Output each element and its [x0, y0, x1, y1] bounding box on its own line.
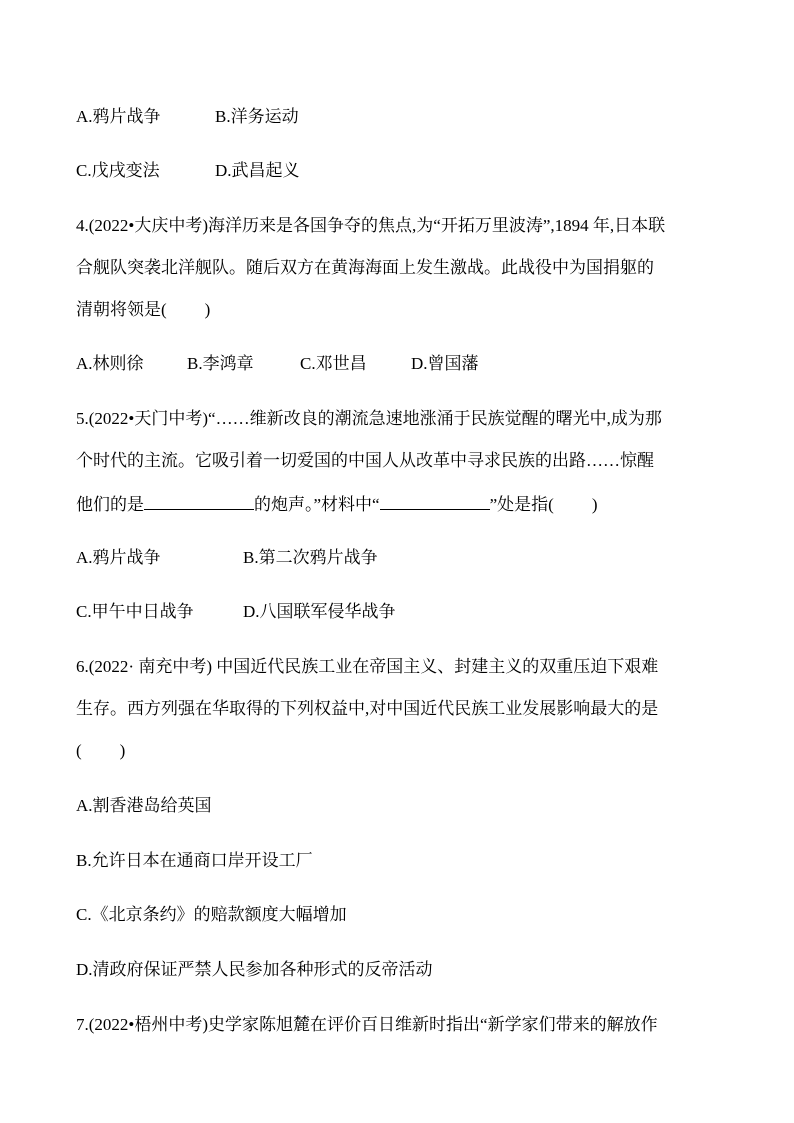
q6-stem-line-3 [76, 740, 722, 762]
q3-option-a[interactable]: A.鸦片战争 [76, 107, 161, 126]
q3-options-row-2 [76, 160, 722, 182]
q5-paren-close: ) [591, 495, 598, 514]
q3-options-row-1 [76, 106, 722, 128]
q4-options-row [76, 353, 722, 375]
q5-option-c[interactable]: C.甲午中日战争 [76, 602, 194, 621]
q5-stem-line-2: 个时代的主流。它吸引着一切爱国的中国人从改革中寻求民族的出路……惊醒 [76, 451, 654, 470]
q4-option-c[interactable]: C.邓世昌 [300, 354, 367, 373]
q5-stem-text-c: ”处是指( [489, 495, 554, 514]
q5-stem-text-b: 的炮声。”材料中“ [254, 495, 380, 514]
q6-option-a[interactable]: A.割香港岛给英国 [76, 796, 212, 815]
q6-stem-line-2: 生存。西方列强在华取得的下列权益中,对中国近代民族工业发展影响最大的是 [76, 699, 659, 718]
q4-stem-line-3 [76, 299, 722, 321]
q5-stem-line-1: 5.(2022•天门中考)“……维新改良的潮流急速地涨涌于民族觉醒的曙光中,成为那 [76, 409, 662, 428]
q6-option-b[interactable]: B.允许日本在通商口岸开设工厂 [76, 851, 313, 870]
q3-option-d[interactable]: D.武昌起义 [215, 161, 300, 180]
q4-stem-line-2: 合舰队突袭北洋舰队。随后双方在黄海海面上发生激战。此战役中为国捐躯的 [76, 258, 654, 277]
q6-paren-open: ( [76, 741, 82, 760]
q4-paren-close: ) [204, 300, 211, 319]
q7-stem-line-1: 7.(2022•梧州中考)史学家陈旭麓在评价百日维新时指出“新学家们带来的解放作 [76, 1015, 658, 1034]
q5-option-a[interactable]: A.鸦片战争 [76, 548, 161, 567]
q5-blank-1[interactable] [144, 492, 254, 510]
q5-options-row-2 [76, 601, 722, 623]
q4-option-a[interactable]: A.林则徐 [76, 354, 144, 373]
q5-option-d[interactable]: D.八国联军侵华战争 [243, 602, 396, 621]
q5-options-row-1 [76, 547, 722, 569]
q6-option-c[interactable]: C.《北京条约》的赔款额度大幅增加 [76, 905, 347, 924]
q5-blank-2[interactable] [380, 492, 490, 510]
q6-option-d[interactable]: D.清政府保证严禁人民参加各种形式的反帝活动 [76, 960, 433, 979]
q3-option-c[interactable]: C.戊戌变法 [76, 161, 160, 180]
q4-stem-line-1: 4.(2022•大庆中考)海洋历来是各国争夺的焦点,为“开拓万里波涛”,1894 年,日本联 [76, 216, 666, 235]
q6-stem-line-1: 6.(2022· 南充中考) 中国近代民族工业在帝国主义、封建主义的双重压迫下艰难 [76, 657, 659, 676]
q5-stem-line-3 [76, 492, 722, 516]
q5-option-b[interactable]: B.第二次鸦片战争 [243, 548, 378, 567]
q4-stem-text: 清朝将领是( [76, 300, 167, 319]
q3-option-b[interactable]: B.洋务运动 [215, 107, 299, 126]
q6-paren-close: ) [119, 741, 126, 760]
q4-option-b[interactable]: B.李鸿章 [187, 354, 254, 373]
q5-stem-text-a: 他们的是 [76, 495, 144, 514]
q4-option-d[interactable]: D.曾国藩 [411, 354, 479, 373]
